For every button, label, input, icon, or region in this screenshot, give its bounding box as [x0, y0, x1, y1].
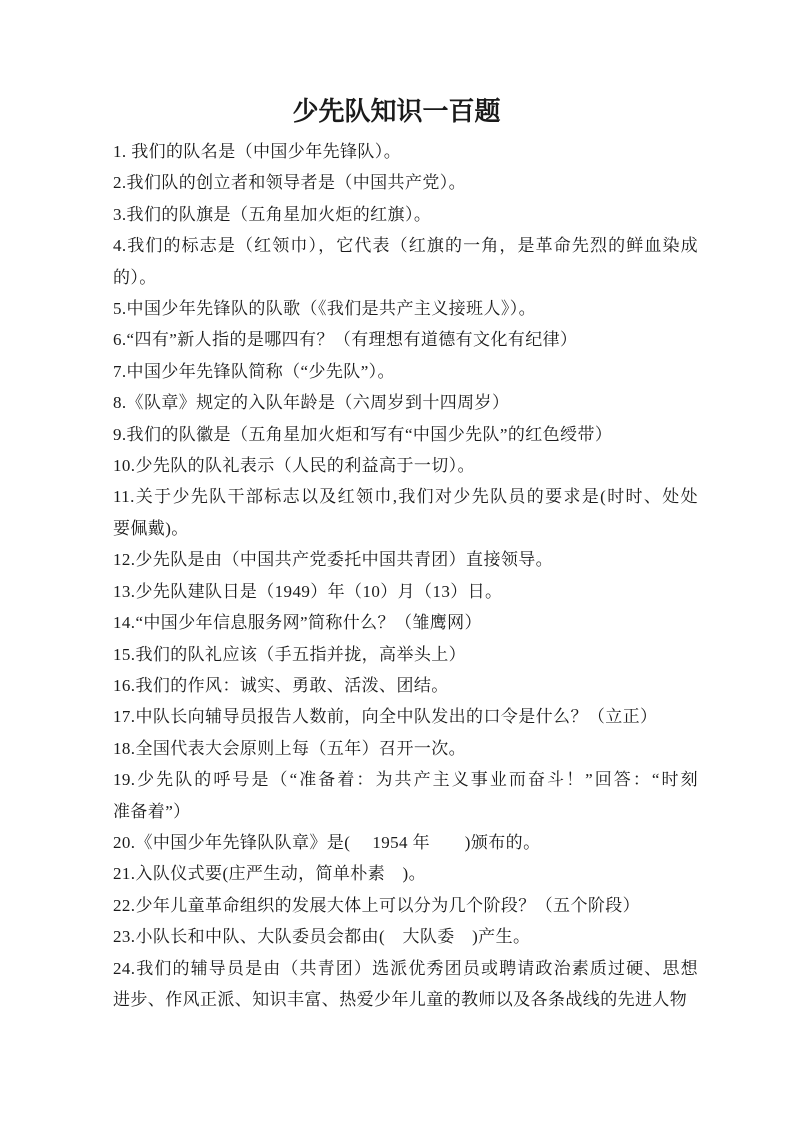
- question-text-line: 13.少先队建队日是（1949）年（10）月（13）日。: [113, 581, 503, 601]
- question-item-1: [113, 136, 698, 167]
- question-text-line: 18.全国代表大会原则上每（五年）召开一次。: [113, 738, 467, 758]
- question-item-6: [113, 324, 698, 355]
- question-text-line: 2.我们队的创立者和领导者是（中国共产党）。: [113, 173, 467, 193]
- question-item-22: [113, 890, 698, 921]
- question-text-line: 7.中国少年先锋队简称（“少先队”）。: [113, 361, 395, 381]
- question-text-line: 准备着”）: [113, 801, 191, 821]
- question-text-line: 17.中队长向辅导员报告人数前，向全中队发出的口令是什么？（立正）: [113, 707, 658, 727]
- question-text-line: 10.少先队的队礼表示（人民的利益高于一切）。: [113, 456, 475, 476]
- question-item-2: [113, 167, 698, 198]
- question-text-line: 的）。: [113, 267, 157, 287]
- question-text-line: 要佩戴)。: [113, 518, 189, 538]
- question-item-8: [113, 387, 698, 418]
- question-item-18: [113, 733, 698, 764]
- question-item-5: [113, 293, 698, 324]
- question-item-23: [113, 921, 698, 952]
- question-item-17: [113, 701, 698, 732]
- question-text-line: 12.少先队是由（中国共产党委托中国共青团）直接领导。: [113, 550, 554, 570]
- question-item-24: [113, 953, 698, 1016]
- question-item-11: [113, 481, 698, 544]
- question-item-13: [113, 576, 698, 607]
- question-text-line: 4.我们的标志是（红领巾），它代表（红旗的一角，是革命先烈的鲜血染成: [113, 236, 698, 256]
- question-text-line: 6.“四有”新人指的是哪四有？（有理想有道德有文化有纪律）: [113, 330, 578, 350]
- question-item-15: [113, 639, 698, 670]
- question-text-line: 进步、作风正派、知识丰富、热爱少年儿童的教师以及各条战线的先进人物: [113, 989, 688, 1009]
- question-item-10: [113, 450, 698, 481]
- question-item-12: [113, 544, 698, 575]
- question-text-line: 14.“中国少年信息服务网”简称什么？（雏鹰网）: [113, 613, 482, 633]
- question-text-line: 3.我们的队旗是（五角星加火炬的红旗）。: [113, 204, 432, 224]
- question-text-line: 23.小队长和中队、大队委员会都由( 大队委 )产生。: [113, 927, 531, 947]
- question-list: [113, 136, 698, 1015]
- question-item-4: [113, 230, 698, 293]
- question-text-line: 9.我们的队徽是（五角星加火炬和写有“中国少先队”的红色绶带）: [113, 424, 613, 444]
- question-text-line: 15.我们的队礼应该（手五指并拢，高举头上）: [113, 644, 467, 664]
- question-text-line: 16.我们的作风：诚实、勇敢、活泼、团结。: [113, 675, 449, 695]
- question-item-7: [113, 356, 698, 387]
- question-text-line: 19.少先队的呼号是（“准备着：为共产主义事业而奋斗！”回答：“时刻: [113, 770, 698, 790]
- question-text-line: 24.我们的辅导员是由（共青团）选派优秀团员或聘请政治素质过硬、思想: [113, 958, 698, 978]
- document-title: 少先队知识一百题: [292, 97, 501, 126]
- question-item-19: [113, 764, 698, 827]
- question-text-line: 5.中国少年先锋队的队歌（《我们是共产主义接班人》）。: [113, 299, 537, 319]
- question-text-line: 1. 我们的队名是（中国少年先锋队）。: [113, 142, 402, 161]
- question-text-line: 11.关于少先队干部标志以及红领巾,我们对少先队员的要求是(时时、处处: [113, 487, 698, 507]
- question-text-line: 21.入队仪式要(庄严生动，简单朴素 )。: [113, 864, 426, 884]
- question-text-line: 22.少年儿童革命组织的发展大体上可以分为几个阶段？（五个阶段）: [113, 895, 641, 915]
- question-item-16: [113, 670, 698, 701]
- question-item-14: [113, 607, 698, 638]
- question-item-9: [113, 419, 698, 450]
- question-item-21: [113, 858, 698, 889]
- question-text-line: 8.《队章》规定的入队年龄是（六周岁到十四周岁）: [113, 393, 510, 413]
- question-item-3: [113, 199, 698, 230]
- question-text-line: 20.《中国少年先锋队队章》是( 1954 年 )颁布的。: [113, 832, 541, 852]
- question-item-20: [113, 827, 698, 858]
